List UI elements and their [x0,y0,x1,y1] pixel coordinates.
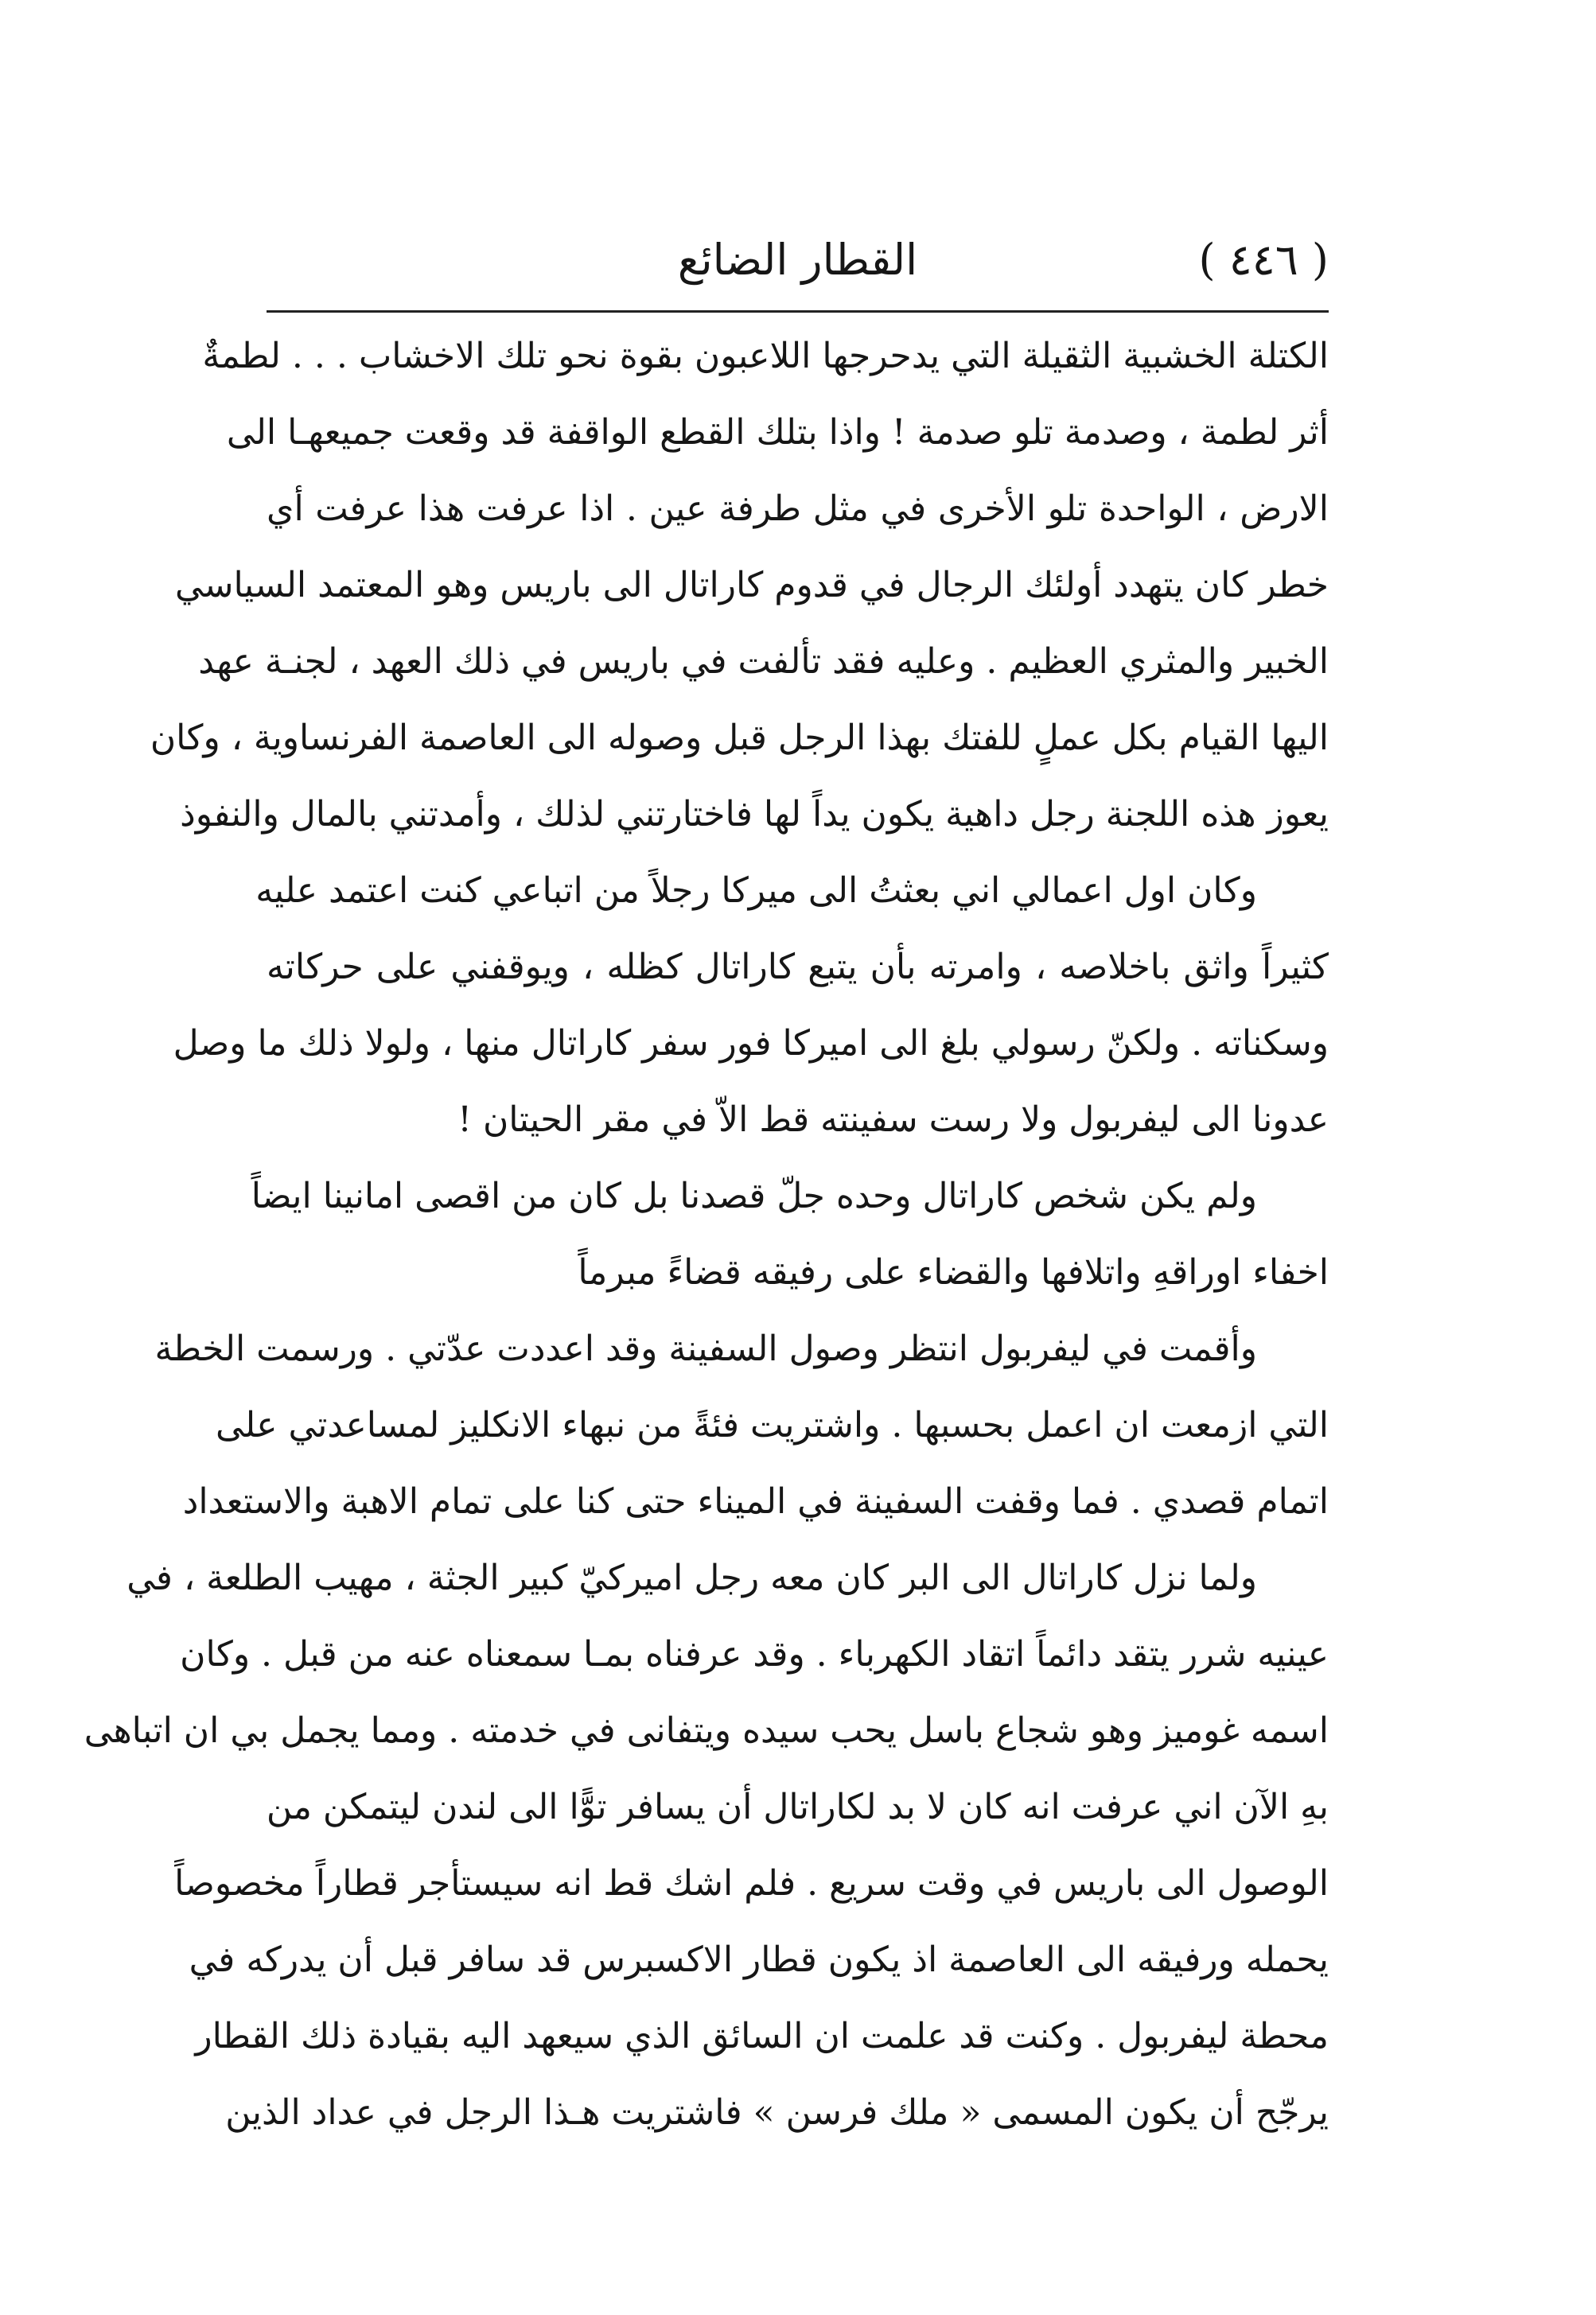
text-line: يرجّح أن يكون المسمى « ملك فرسن » فاشتريت هـذا الرجل في عداد الذين [225,2092,1329,2133]
text-line: بهِ الآن اني عرفت انه كان لا بد لكاراتال أن يسافر توًّا الى لندن ليتمكن من [266,1787,1329,1827]
running-title: القطار الضائع [677,235,918,285]
text-line: الخبير والمثري العظيم . وعليه فقد تألفت في باريس في ذلك العهد ، لجنـة عهد [198,641,1329,682]
text-line: وكان اول اعمالي اني بعثتُ الى ميركا رجلاً من اتباعي كنت اعتمد عليه [255,870,1257,911]
text-line: الوصول الى باريس في وقت سريع . فلم اشك قط انه سيستأجر قطاراً مخصوصاً [174,1863,1329,1904]
text-line: التي ازمعت ان اعمل بحسبها . واشتريت فئةً من نبهاء الانكليز لمساعدتي على [216,1405,1329,1445]
text-line: ولم يكن شخص كاراتال وحده جلّ قصدنا بل كان من اقصى امانينا ايضاً [251,1176,1257,1216]
text-line: الكتلة الخشبية الثقيلة التي يدحرجها اللاعبون بقوة نحو تلك الاخشاب . . . لطمةٌ [202,336,1329,376]
header-divider [267,310,1329,313]
text-line: يعوز هذه اللجنة رجل داهية يكون يداً لها فاختارتني لذلك ، وأمدتني بالمال والنفوذ [180,794,1329,835]
text-line: ولما نزل كاراتال الى البر كان معه رجل اميركيّ كبير الجثة ، مهيب الطلعة ، في [127,1558,1257,1598]
text-line: اتمام قصدي . فما وقفت السفينة في الميناء حتى كنا على تمام الاهبة والاستعداد [182,1481,1329,1522]
text-line: محطة ليفربول . وكنت قد علمت ان السائق الذي سيعهد اليه بقيادة ذلك القطار [195,2016,1329,2056]
text-line: وسكناته . ولكنّ رسولي بلغ الى اميركا فور سفر كاراتال منها ، ولولا ذلك ما وصل [173,1023,1329,1064]
text-line: خطر كان يتهدد أولئك الرجال في قدوم كاراتال الى باريس وهو المعتمد السياسي [174,565,1329,605]
text-line: كثيراً واثق باخلاصه ، وامرته بأن يتبع كاراتال كظله ، ويوقفني على حركاته [267,947,1329,987]
text-line: عدونا الى ليفربول ولا رست سفينته قط الاّ في مقر الحيتان ! [457,1099,1329,1140]
text-line: يحمله ورفيقه الى العاصمة اذ يكون قطار الاكسبرس قد سافر قبل أن يدركه في [189,1940,1329,1980]
page-header [267,224,1329,296]
text-line: اسمه غوميز وهو شجاع باسل يحب سيده ويتفانى في خدمته . ومما يجمل بي ان اتباهى [84,1710,1329,1751]
text-line: الارض ، الواحدة تلو الأخرى في مثل طرفة عين . اذا عرفت هذا عرفت أي [267,488,1329,529]
text-line: اليها القيام بكل عملٍ للفتك بهذا الرجل قبل وصوله الى العاصمة الفرنساوية ، وكان [150,718,1329,758]
page-number: ( ٤٤٦ ) [1198,235,1329,285]
text-line: أثر لطمة ، وصدمة تلو صدمة ! واذا بتلك القطع الواقفة قد وقعت جميعهـا الى [226,412,1329,453]
text-line: اخفاء اوراقهِ واتلافها والقضاء على رفيقه قضاءً مبرماً [578,1252,1329,1293]
text-line: وأقمت في ليفربول انتظر وصول السفينة وقد اعددت عدّتي . ورسمت الخطة [154,1329,1257,1369]
text-line: عينيه شرر يتقد دائماً اتقاد الكهرباء . وقد عرفناه بمـا سمعناه عنه من قبل . وكان [180,1634,1329,1675]
